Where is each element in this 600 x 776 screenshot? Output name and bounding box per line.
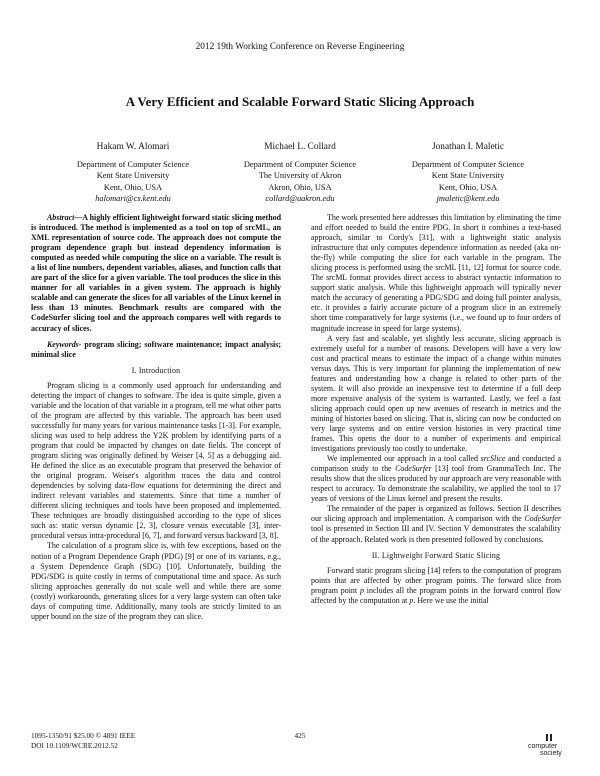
body-paragraph [311, 504, 561, 544]
author-affiliation: Department of Computer Science [243, 159, 357, 169]
author-affiliation: Kent, Ohio, USA [103, 182, 163, 192]
ieee-computer-society-logo [526, 733, 572, 757]
abstract-text: —A highly efficient lightweight forward static slicing method is introduced. The method is implemented as a tool on top of srcML, an XML representation of source code. The approach does not compute the program dependence graph but instead dependency information is computed as needed while computing the slice on a variable. The result is a list of line numbers, dependent variables, aliases, and function calls that are part of the slice for a given variable. The tool produces the slice in this manner for all variables in a given system. The approach is highly scalable and can generate the slices for all variables of the Linux kernel in less than 13 minutes. Benchmark results are compared with the CodeSurfer slicing tool and the approach compares well with regards to accuracy of slices. [31, 213, 281, 333]
paper-title: A Very Efficient and Scalable Forward Static Slicing Approach [125, 94, 475, 109]
author-email: collard@uakron.edu [265, 194, 335, 203]
body-paragraph: The work presented here addresses this limitation by eliminating the time and effort needed to build the entire PDG. In short it combines a text-based approach, similar to Cordy's [31], with a lightweight static analysis infrastructure that only computes dependence information as needed (aka on-the-fly) while computing the slice for each variable in the program. The slicing process is performed using the srcML [11, 12] format for source code. The srcML format provides direct access to abstract syntactic information to support static analysis. While this lightweight approach will typically never match the accuracy of generating a PDG/SDG and doing full pointer analysis, etc. it provides a fairly accurate picture of a program slice in an extremely short time comparatively for large systems (i.e., we found up to four orders of magnitude increase in speed for large systems). [311, 213, 561, 333]
text-run: [13] tool from GrammaTech Inc. The results show that the slices produced by our approach are very reasonable with respect to accuracy. To demonstrate the scalability, we applied the tool to 17 years of versions of the Linux kernel and present the results. [311, 464, 561, 504]
left-column [31, 213, 281, 622]
text-run: The remainder of the paper is organized as follows. Section II describes our slicing approach and implementation. A comparison with the [311, 504, 561, 524]
conference-header: 2012 19th Working Conference on Reverse Engineering [195, 42, 405, 52]
text-run: Forward static program slicing [14] refers to the computation of program points that are affected by other program points. The forward slice from program point [311, 565, 561, 595]
body-paragraph [311, 566, 561, 606]
text-run: . Here we use the initial [413, 595, 489, 605]
keywords-label: Keywords- [47, 339, 82, 349]
computer-society-logo-icon [526, 733, 572, 757]
author-affiliation: The University of Akron [258, 171, 342, 180]
svg-text:computer: computer [528, 743, 558, 750]
author-block-1 [58, 142, 208, 205]
author-name: Jonathan I. Maletic [431, 142, 505, 152]
body-paragraph: A very fast and scalable, yet slightly less accurate, slicing approach is extremely useful for a number of reasons. Developers will have a very low cost and practical means to estimate the impact of a change within minutes versus days. This is very important for planning the implementation of new features and understanding how a change is related to other parts of the system. It will also provide an inexpensive test to determine if a full deep more expensive analysis of the system is warranted. Lastly, we feel a fast slicing approach could open up new avenues of research in metrics and the mining of histories based on slicing. That is, slicing can now be conducted on very large systems and on entire version histories in very practical time frames. This opens the door to a number of experiments and empirical investigations previously too costly to undertake. [311, 333, 561, 454]
text-run: includes all the program points in the forward control flow affected by the computation at [311, 585, 561, 605]
tool-name: CodeSurfer [524, 514, 561, 524]
text-run: We implemented our approach in a tool called [327, 454, 481, 464]
right-column [311, 213, 561, 606]
author-affiliation: Kent State University [96, 171, 170, 180]
author-name: Hakam W. Alomari [96, 142, 170, 152]
body-paragraph: Program slicing is a commonly used approach for understanding and detecting the impact of changes to software. The idea is quite simple, given a variable and the location of that variable in a program, tell me what other parts of the program are affected by this variable. The approach has been used successfully for many years for various maintenance tasks [1-3]. For example, slicing was used to help address the Y2K problem by identifying parts of a program that could be impacted by changes on date fields. The concept of program slicing was originally defined by Weiser [4, 5] as a debugging aid. He defined the slice as an executable program that preserved the behavior of the original program. Weiser's algorithm traces the data and control dependencies by solving data-flow equations for determining the direct and indirect relevant variables and statements. Since that time a number of different slicing techniques and tools have been proposed and implemented. These techniques are broadly distinguished according to the type of slices such as: static versus dynamic [2, 3], closure versus executable [3], inter-procedural versus intra-procedural [6, 7], and forward versus backward [3, 8]. [31, 380, 281, 541]
keywords [31, 340, 281, 360]
author-email: jmaletic@kent.edu [436, 194, 500, 203]
page-number: 425 [294, 731, 306, 740]
abstract-label: Abstract [47, 213, 75, 222]
section-heading-lightweight-slicing: II. Lightweight Forward Static Slicing [371, 550, 501, 560]
author-block-2 [225, 142, 375, 205]
text-run: and conducted a comparison study to the [311, 454, 561, 474]
author-affiliation: Department of Computer Science [76, 159, 190, 169]
author-affiliation: Kent State University [431, 171, 505, 180]
abstract [31, 213, 281, 334]
keywords-text: program slicing; software maintenance; impact analysis; minimal slice [31, 339, 281, 359]
variable-p: p [359, 585, 364, 595]
author-affiliation: Department of Computer Science [411, 159, 525, 169]
doi-line: DOI 10.1109/WCRE.2012.52 [31, 740, 118, 750]
author-email: halomari@cs.kent.edu [95, 194, 171, 203]
issn-line: 1095-1350/91 $25.00 © 4891 IEEE [31, 731, 136, 740]
footer-left [31, 731, 135, 750]
variable-p: p [409, 595, 414, 605]
body-paragraph: The calculation of a program slice is, with few exceptions, based on the notion of a Program Dependence Graph (PDG) [9] or one of its variants, e.g., a System Dependence Graph (SDG) [10]. Unfortunately, building the PDG/SDG is quite costly in terms of computational time and space. As such slicing approaches generally do not scale well and while there are some (costly) workarounds, generating slices for a very large system can often take days of computing time. Additionally, many tools are strictly limited to an upper bound on the size of the program they can slice. [31, 541, 281, 621]
svg-text:society: society [540, 750, 562, 757]
body-paragraph [311, 454, 561, 504]
tool-name: CodeSurfer [395, 464, 432, 474]
author-name: Michael L. Collard [264, 142, 336, 152]
author-block-3 [393, 142, 543, 205]
text-run: tool is presented in Section III and IV. Section V demonstrates the scalability of the approach. Related work is then presented followed by conclusions. [311, 524, 561, 544]
tool-name: srcSlice [480, 454, 506, 464]
author-affiliation: Akron, Ohio, USA [268, 182, 332, 192]
author-affiliation: Kent, Ohio, USA [438, 182, 498, 192]
section-heading-introduction: I. Introduction [131, 365, 181, 375]
